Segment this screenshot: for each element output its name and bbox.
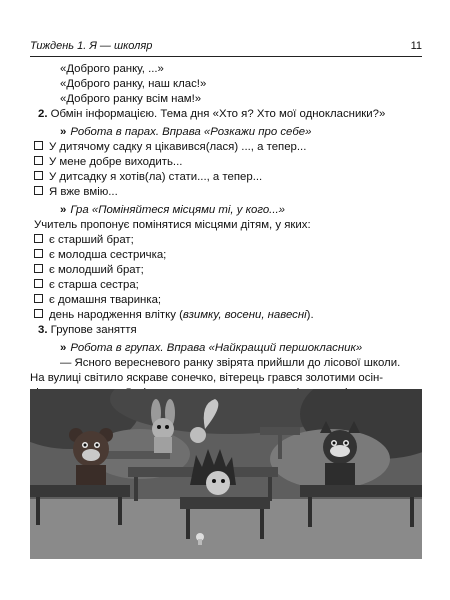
checkbox-icon xyxy=(34,249,43,258)
checkbox-icon xyxy=(34,309,43,318)
exercise-title: Робота в парах. Вправа «Розкажи про себе» xyxy=(70,126,312,138)
raccoon-figure xyxy=(320,421,360,485)
list-item xyxy=(30,248,422,263)
exercise-title: Гра «Поміняйтеся місцями ті, у кого...» xyxy=(70,204,285,216)
list-item-text: є старший брат; xyxy=(49,234,134,246)
item-text: Обмін інформацією. Тема дня «Хто я? Хто мої однокласники?» xyxy=(50,108,386,120)
list-item xyxy=(30,155,422,170)
list-item-text: Я вже вмію... xyxy=(49,186,118,198)
running-header xyxy=(30,40,422,57)
double-arrow-icon: » xyxy=(60,204,67,216)
list-item-text: є молодший брат; xyxy=(49,264,144,276)
list-item-text: ). xyxy=(306,309,314,321)
list-item xyxy=(30,233,422,248)
checkbox-icon xyxy=(34,264,43,273)
checkbox-icon xyxy=(34,141,43,150)
list-item-text: є домашня тваринка; xyxy=(49,294,162,306)
item-text: Групове заняття xyxy=(50,324,137,336)
forest-school-illustration xyxy=(30,389,422,559)
exercise-heading xyxy=(30,125,422,140)
list-item-text: У дитячому садку я цікавився(лася) ..., а тепер... xyxy=(49,141,307,153)
illustration-image xyxy=(30,389,422,559)
checkbox-icon xyxy=(34,171,43,180)
story-paragraph-line: — Ясного вересневого ранку звірята прийшли до лісової школи. xyxy=(60,357,401,369)
list-item-text: У мене добре виходить... xyxy=(49,156,183,168)
list-item xyxy=(30,140,422,155)
greeting-line: «Доброго ранку всім нам!» xyxy=(60,93,202,105)
item-number: 2. xyxy=(38,108,48,120)
list-item xyxy=(30,308,422,323)
page-number: 11 xyxy=(410,40,422,52)
checkbox-icon xyxy=(34,294,43,303)
body-text xyxy=(30,62,422,431)
checkbox-icon xyxy=(34,156,43,165)
item-3 xyxy=(30,323,422,338)
item-2 xyxy=(30,107,422,122)
item-number: 3. xyxy=(38,324,48,336)
list-item-text: У дитсадку я хотів(ла) стати..., а тепер... xyxy=(49,171,263,183)
chapter-title: Тиждень 1. Я — школяр xyxy=(30,40,153,52)
checkbox-icon xyxy=(34,186,43,195)
greeting-line: «Доброго ранку, наш клас!» xyxy=(60,78,207,90)
exercise-title: Робота в групах. Вправа «Найкращий першокласник» xyxy=(70,342,363,354)
double-arrow-icon: » xyxy=(60,126,67,138)
list-item xyxy=(30,293,422,308)
list-item xyxy=(30,170,422,185)
exercise-heading xyxy=(30,203,422,218)
greeting-line: «Доброго ранку, ...» xyxy=(60,63,164,75)
story-paragraph-line: На вулиці світило яскраве сонечко, вітерець грався золотими осін- xyxy=(30,372,384,384)
list-item-italic: взимку, восени, навесні xyxy=(182,309,307,321)
exercise-heading xyxy=(30,341,422,356)
list-item xyxy=(30,278,422,293)
list-item-text: є старша сестра; xyxy=(49,279,139,291)
list-item xyxy=(30,185,422,200)
instruction-text: Учитель пропонує помінятися місцями дітям, у яких: xyxy=(34,219,311,231)
double-arrow-icon: » xyxy=(60,342,67,354)
checkbox-icon xyxy=(34,234,43,243)
list-item-text: день народження влітку ( xyxy=(49,309,183,321)
checkbox-icon xyxy=(34,279,43,288)
list-item xyxy=(30,263,422,278)
list-item-text: є молодша сестричка; xyxy=(49,249,167,261)
